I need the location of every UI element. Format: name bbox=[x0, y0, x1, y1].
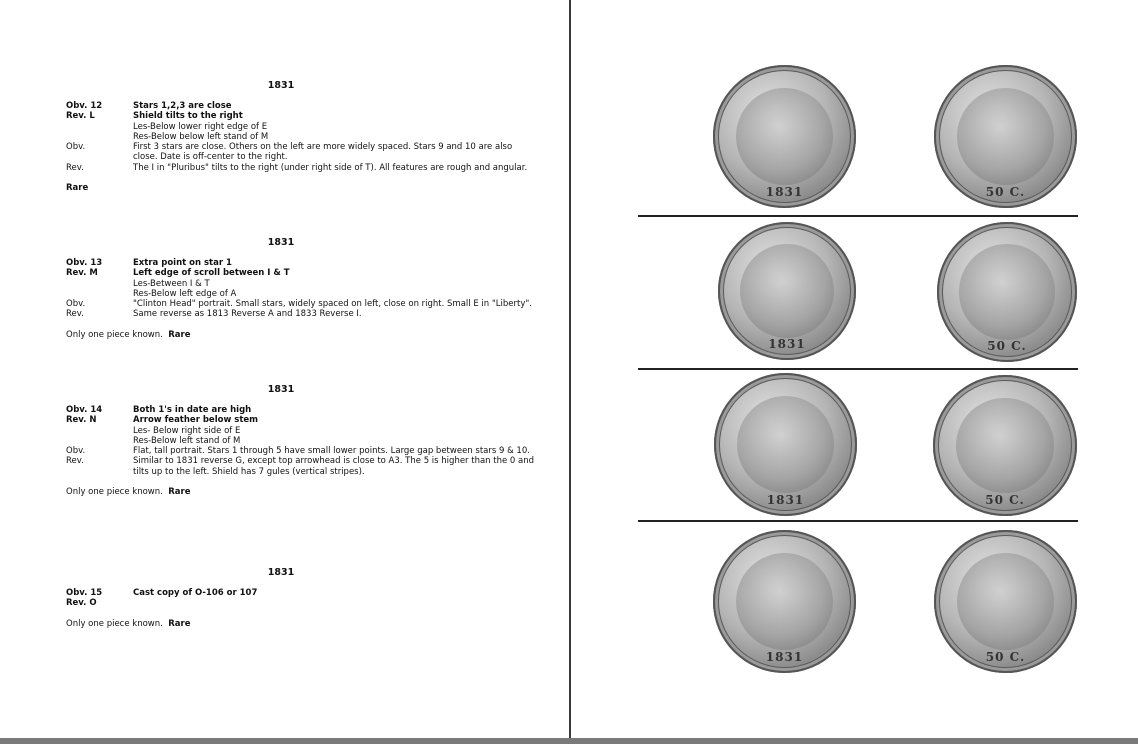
rarity-line bbox=[66, 183, 536, 193]
reverse-title: Shield tilts to the right bbox=[133, 111, 243, 122]
obverse-heading bbox=[66, 258, 536, 268]
rarity-line bbox=[66, 330, 536, 340]
reverse-label: Rev. M bbox=[66, 268, 98, 279]
left-page bbox=[0, 0, 569, 738]
reverse-description bbox=[66, 163, 536, 173]
known-count: Only one piece known. bbox=[66, 618, 163, 629]
reverse-text: Same reverse as 1813 Reverse A and 1833 Reverse I. bbox=[133, 309, 362, 320]
rarity: Rare bbox=[168, 618, 191, 629]
entry-year: 1831 bbox=[267, 80, 295, 91]
variety-entry bbox=[66, 384, 536, 497]
reverse-text: Similar to 1831 reverse G, except top arrowhead is close to A3. The 5 is higher than the 0 and tilts up to the left. Shield has 7 gules (vertical stripes). bbox=[133, 456, 535, 477]
reverse-key: Rev. bbox=[66, 309, 84, 320]
reverse-heading bbox=[66, 111, 536, 121]
obverse-label: Obv. 14 bbox=[66, 405, 103, 415]
coin-date: 1831 bbox=[765, 185, 804, 199]
known-count: Only one piece known. bbox=[66, 487, 163, 498]
coin-reverse-photo bbox=[934, 530, 1077, 673]
coin-denomination: 50 C. bbox=[985, 650, 1026, 664]
reverse-label: Rev. N bbox=[66, 415, 97, 426]
reverse-text: The I in "Pluribus" tilts to the right (under right side of T). All features are rough and angular. bbox=[133, 162, 528, 173]
variety-entry bbox=[66, 567, 536, 629]
obverse-key: Obv. bbox=[66, 446, 86, 457]
obverse-title: Cast copy of O-106 or 107 bbox=[133, 588, 258, 598]
row-divider bbox=[638, 215, 1078, 217]
row-divider bbox=[638, 368, 1078, 370]
reverse-description bbox=[66, 309, 536, 319]
coin-obverse-photo bbox=[713, 530, 856, 673]
variety-entry bbox=[66, 80, 536, 193]
obverse-description bbox=[66, 446, 536, 456]
known-count: Only one piece known. bbox=[66, 329, 163, 340]
obverse-key: Obv. bbox=[66, 299, 86, 310]
res-note: Res-Below below left stand of M bbox=[133, 131, 269, 142]
obverse-heading bbox=[66, 405, 536, 415]
coin-reverse-photo bbox=[934, 65, 1077, 208]
obverse-key: Obv. bbox=[66, 142, 86, 153]
coin-obverse-photo bbox=[718, 222, 856, 360]
coin-obverse-photo bbox=[714, 373, 857, 516]
obverse-heading bbox=[66, 101, 536, 111]
res-note: Res-Below left edge of A bbox=[133, 288, 237, 299]
coin-date: 1831 bbox=[765, 650, 804, 664]
entry-year: 1831 bbox=[267, 237, 295, 248]
coin-denomination: 50 C. bbox=[987, 339, 1027, 353]
obverse-description bbox=[66, 299, 536, 309]
obverse-label: Obv. 13 bbox=[66, 258, 103, 268]
coin-reverse-photo bbox=[937, 222, 1077, 362]
rarity-line bbox=[66, 619, 536, 629]
coin-reverse-photo bbox=[933, 375, 1077, 516]
obverse-text: "Clinton Head" portrait. Small stars, widely spaced on left, close on right. Small E in "Liberty". bbox=[133, 299, 532, 310]
rarity: Rare bbox=[168, 329, 191, 340]
bottom-scroll-bar bbox=[0, 738, 1138, 744]
obverse-text: Flat, tall portrait. Stars 1 through 5 have small lower points. Large gap between stars 9 & 10. bbox=[133, 446, 530, 457]
res-note: Res-Below left stand of M bbox=[133, 435, 241, 446]
rarity: Rare bbox=[168, 487, 191, 498]
obverse-label: Obv. 12 bbox=[66, 101, 103, 111]
reverse-key: Rev. bbox=[66, 456, 84, 467]
reverse-key: Rev. bbox=[66, 162, 84, 173]
coin-denomination: 50 C. bbox=[985, 185, 1026, 199]
row-divider bbox=[638, 520, 1078, 522]
entry-year: 1831 bbox=[267, 567, 295, 578]
rarity: Rare bbox=[66, 183, 89, 194]
obverse-heading bbox=[66, 588, 536, 598]
variety-entry bbox=[66, 237, 536, 340]
obverse-label: Obv. 15 bbox=[66, 588, 103, 598]
reverse-heading bbox=[66, 415, 536, 425]
reverse-label: Rev. L bbox=[66, 111, 95, 122]
les-note: Les- Below right side of E bbox=[133, 425, 241, 436]
obverse-title: Both 1's in date are high bbox=[133, 405, 252, 415]
reverse-label: Rev. O bbox=[66, 598, 97, 609]
reverse-description bbox=[66, 456, 536, 477]
obverse-title: Stars 1,2,3 are close bbox=[133, 101, 232, 111]
reverse-title: Arrow feather below stem bbox=[133, 415, 259, 426]
reverse-heading bbox=[66, 268, 536, 278]
entry-year: 1831 bbox=[267, 384, 295, 395]
coin-date: 1831 bbox=[768, 337, 806, 351]
reverse-title: Left edge of scroll between I & T bbox=[133, 268, 290, 279]
les-note: Les-Between I & T bbox=[133, 278, 210, 289]
obverse-description bbox=[66, 142, 536, 163]
obverse-text: First 3 stars are close. Others on the left are more widely spaced. Stars 9 and 10 are also close. Date is off-center to the right. bbox=[133, 142, 513, 163]
coin-date: 1831 bbox=[766, 493, 805, 507]
rarity-line bbox=[66, 487, 536, 497]
coin-obverse-photo bbox=[713, 65, 856, 208]
reverse-heading bbox=[66, 598, 536, 608]
obverse-title: Extra point on star 1 bbox=[133, 258, 232, 268]
les-note: Les-Below lower right edge of E bbox=[133, 121, 268, 132]
coin-denomination: 50 C. bbox=[985, 493, 1025, 507]
